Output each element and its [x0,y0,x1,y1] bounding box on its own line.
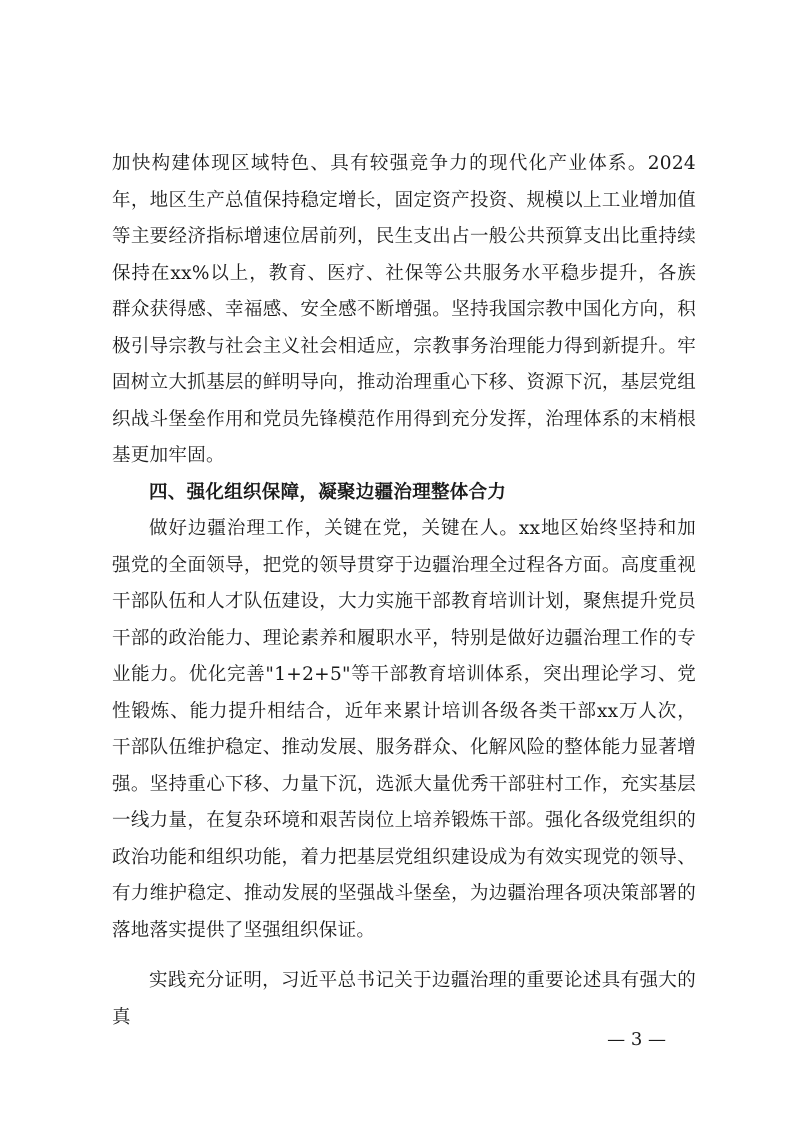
body-paragraph: 加快构建体现区域特色、具有较强竞争力的现代化产业体系。2024年，地区生产总值保持稳定增长，固定资产投资、规模以上工业增加值等主要经济指标增速位居前列，民生支出占一般公共预算支出比重持续保持在xx%以上，教育、医疗、社保等公共服务水平稳步提升，各族群众获得感、幸福感、安全感不断增强。坚持我国宗教中国化方向，积极引导宗教与社会主义社会相适应，宗教事务治理能力得到新提升。牢固树立大抓基层的鲜明导向，推动治理重心下移、资源下沉，基层党组织战斗堡垒作用和党员先锋模范作用得到充分发挥，治理体系的末梢根基更加牢固。 [112,153,696,466]
body-paragraph: 实践充分证明，习近平总书记关于边疆治理的重要论述具有强大的真 [112,970,696,1028]
document-body [112,146,696,1036]
paragraph-spacer [112,949,696,963]
body-paragraph: 做好边疆治理工作，关键在党，关键在人。xx地区始终坚持和加强党的全面领导，把党的领导贯穿于边疆治理全过程各方面。高度重视干部队伍和人才队伍建设，大力实施干部教育培训计划，聚焦提升党员干部的政治能力、理论素养和履职水平，特别是做好边疆治理工作的专业能力。优化完善"1+2+5"等干部教育培训体系，突出理论学习、党性锻炼、能力提升相结合，近年来累计培训各级各类干部xx万人次，干部队伍维护稳定、推动发展、服务群众、化解风险的整体能力显著增强。坚持重心下移、力量下沉，选派大量优秀干部驻村工作，充实基层一线力量，在复杂环境和艰苦岗位上培养锻炼干部。强化各级党组织的政治功能和组织功能，着力把基层党组织建设成为有效实现党的领导、有力维护稳定、推动发展的坚强战斗堡垒，为边疆治理各项决策部署的落地落实提供了坚强组织保证。 [112,518,696,941]
page-number: — 3 — [607,1029,666,1050]
section-heading: 四、强化组织保障，凝聚边疆治理整体合力 [149,481,507,503]
